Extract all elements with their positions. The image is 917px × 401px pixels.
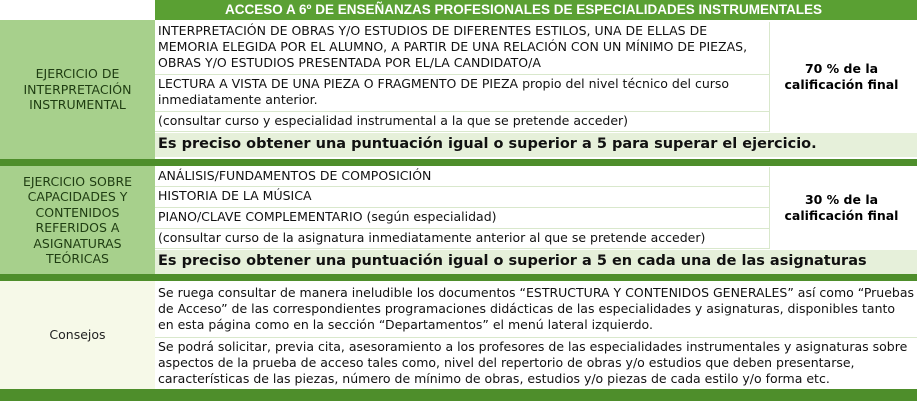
- advice-paragraph-1: Se ruega consultar de manera ineludible los documentos “ESTRUCTURA Y CONTENIDOS GENERALES” así como “Pruebas de Acceso” de las correspondientes programaciones didácticas de las especialidades y asignaturas, disponibles tanto en esta página como en la sección “Departamentos” el menú lateral izquierdo.: [158, 285, 915, 332]
- table-header: ACCESO A 6º DE ENSEÑANZAS PROFESIONALES DE ESPECIALIDADES INSTRUMENTALES: [155, 0, 917, 20]
- section3-label: Consejos: [0, 281, 155, 389]
- section2-label: EJERCICIO SOBRE CAPACIDADES Y CONTENIDOS REFERIDOS A ASIGNATURAS TEÓRICAS: [0, 166, 155, 274]
- section1-item-1: INTERPRETACIÓN DE OBRAS Y/O ESTUDIOS DE DIFERENTES ESTILOS, UNA DE ELLAS DE MEMORIA ELEGIDA POR EL ALUMNO, A PARTIR DE UNA RELACIÓN CON UN MÍNIMO DE PIEZAS, OBRAS Y/O ESTUDIOS PRESENTADA POR EL/LA CANDIDATO/A: [155, 22, 769, 75]
- section2-item-3: PIANO/CLAVE COMPLEMENTARIO (según especialidad): [155, 208, 769, 229]
- section-divider: [0, 159, 917, 166]
- section-divider: [0, 274, 917, 281]
- advice-paragraph-2: Se podrá solicitar, previa cita, asesoramiento a los profesores de las especialidades instrumentales y asignaturas sobre aspectos de la prueba de acceso tales como, nivel del repertorio de obras y/o estudios que deben presentarse, características de las piezas, número de mínimo de obras, estudios y/o piezas de cada estilo y/o forma etc.: [155, 337, 917, 389]
- section2-note: Es preciso obtener una puntuación igual o superior a 5 en cada una de las asignaturas: [155, 250, 917, 274]
- section1-label: EJERCICIO DE INTERPRETACIÓN INSTRUMENTAL: [0, 20, 155, 159]
- section2-weight: 30 % de la calificación final: [769, 167, 913, 249]
- table-footer-bar: [0, 389, 917, 401]
- section2-item-1: ANÁLISIS/FUNDAMENTOS DE COMPOSICIÓN: [155, 167, 769, 187]
- section2-item-2: HISTORIA DE LA MÚSICA: [155, 187, 769, 208]
- section1-item-3: (consultar curso y especialidad instrumental a la que se pretende acceder): [155, 112, 769, 132]
- section1-weight: 70 % de la calificación final: [769, 22, 913, 132]
- section2-item-4: (consultar curso de la asignatura inmediatamente anterior al que se pretende acceder): [155, 229, 769, 249]
- section1-note: Es preciso obtener una puntuación igual o superior a 5 para superar el ejercicio.: [155, 133, 917, 157]
- section1-item-2: LECTURA A VISTA DE UNA PIEZA O FRAGMENTO DE PIEZA propio del nivel técnico del curso inmediatamente anterior.: [155, 75, 769, 112]
